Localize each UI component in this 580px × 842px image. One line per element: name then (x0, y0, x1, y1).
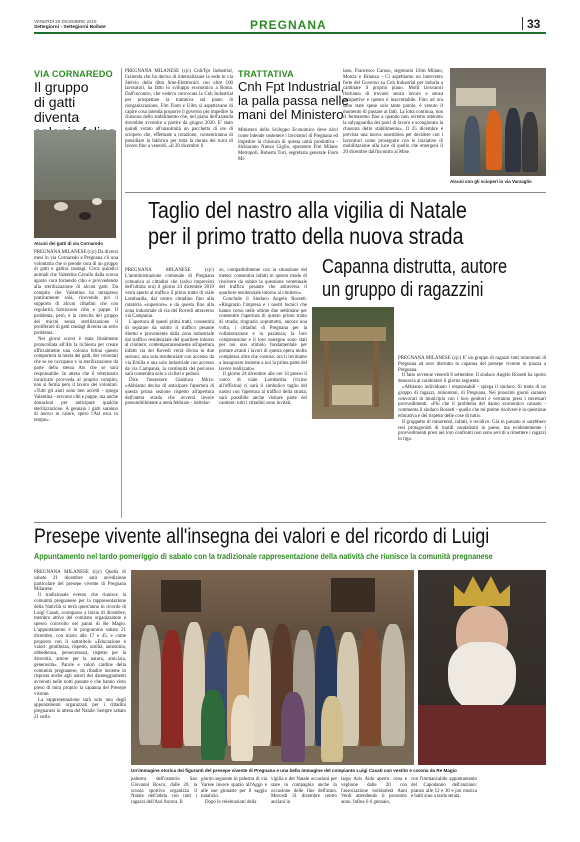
cnh-col2 (343, 69, 443, 156)
presepe-col1 (34, 570, 126, 721)
cnh-photo-figure (522, 112, 538, 172)
presepe-figure (321, 696, 343, 762)
cat-kicker: VIA CORNAREDO (34, 69, 113, 79)
nastro-paragraph: PREGNANA MILANESE (cjc) L'amministrazione comunale di Pregnana comunica ai cittadini che (salvo imprevisti dell'ultima ora) il giorno 24 dicembre 2019 verrà aperto al traffico il primo tratto di viale Lombardia, dal centro cittadino fino alla rotatoria «superiore» e da questa fino alla zona industriale di via dei Rovedi attraverso via Campania. (125, 268, 214, 320)
capanna-headline-line: un gruppo di ragazzini (322, 279, 484, 301)
cat-headline-line: di gatti diventa (34, 94, 80, 125)
presepe-col4 (271, 777, 337, 806)
cat-shape (54, 202, 68, 211)
cnh-body (125, 69, 233, 150)
capanna-body (398, 356, 546, 443)
nastro-paragraph: L'apertura di questi primi tratti, consentirà di separare da subito il traffico pesante diretto e proveniente dalla zona industriale dal traffico residenziale del quartiere intorno al cimitero: contemporaneamente all'apertura infatti via dei Rovedi verrà divisa in due sezioni, una sola residenziale con accesso da via Emilia e una solo industriale con accesso da via Campania, la continuità del percorso sarà consentita solo a ciclisti e pedoni. (125, 320, 214, 378)
presepe-headline: Presepe vivente all'insegna dei valori e del ricordo di Luigi (34, 525, 490, 548)
cat-body (34, 250, 118, 424)
capanna-paragraph: «Abbiamo individuato i responsabili - spiega il sindaco. Si tratta di un gruppo di ragazzi, minorenni, di Pregnana. Nei prossimi giorni saranno convocati in municipio con i loro genitori e verranno presi i necessari provvedimenti. «Più che il problema del danno economico causato - commenta il sindaco Rosseti - quello che mi preme risolvere è la questione educativa e del rispetto delle cose di tutti». (398, 384, 546, 419)
presepe-figure (139, 625, 161, 745)
cat-shape (92, 198, 102, 205)
crown-icon (454, 576, 510, 606)
cat-column-rule (121, 68, 122, 518)
presepe-photo-window (331, 578, 375, 612)
presepe-figure (231, 695, 253, 761)
cnh-headline-line: mani del Ministero (238, 107, 344, 122)
cnh-kicker: TRATTATIVA (238, 69, 294, 79)
presepe-figure (359, 628, 381, 746)
mid-section-rule (34, 522, 546, 523)
cat-paragraph: Nei giorni scorsi è stata finalmente protocollata all'Ats la richiesta per creare ufficialmente una colonia felina questo comporterà la tutela dei gatti, dei volontari che se ne occupano e la sterilizzazione da parte della stessa Ats che se sarà responsabile. In attesa che il veterinario incaricato provveda al proprio compito, non si ferma però il lavoro dei volontari. «Tutti gli aiuti sono ben accetti - spiega Valentina - servono cibi e pappe, ma anche donazioni per anticipare qualche sterilizzazione. A gennaio i gatti saranno di nuovo in calore, spero l'Asl esca in tempo». (34, 336, 118, 424)
nastro-paragraph: Dice l'assessore Gianluca Mirra: «Abbiamo deciso di anticipare l'apertura di questa prima sezione rispetto all'apertura dell'intera strada che avverrà invece presumibilmente a metà febbraio - intitolar- (125, 378, 214, 407)
nastro-paragraph: zo, compatibilmente con la situazione del meteo: consentirà infatti in questo modo di risolvere da subito la questione ventennale del traffico pesante che attraversa il quartiere residenziale intorno al cimitero». (219, 268, 307, 297)
cnh-photo-figure (505, 108, 521, 172)
presepe-col2 (131, 777, 197, 806)
presepe-photo-caption: Un'immagine storica dei figuranti del presepe vivente di Pregnana e una bella immagine del compianto Luigi Casati con vestito e corona da Re Magio (131, 768, 457, 773)
cnh-paragraph: PREGNANA MILANESE (cjc) Cnh/Fpt Industrial, l'azienda che ha deciso di internalizzare la sede in via Stelvio della ditta Sme-Elettronics con oltre 100 lavoratori, ha fatto lo sviluppo economico a Roma. Dall'incontro, che vedeva convocata la Cnh Industrial per prospettare la trattativa sul piano di riorganizzazione, Fim Fiom e Uilm si aspettavano di capire cosa intenda proporre il governo per impedire la chiusura dello stabilimento che, nel piano dell'azienda dovrebbe avvenire a partire da giugno 2020. E' stato quindi votato all'unanimità un pacchetto di ore di sciopero che, effettuate a rotazione, consentiranno di presidiare la fabbrica per tutta la durata dei turni di lavoro fino a venerdì, «Il 20 dicembre il (125, 69, 233, 150)
presepe-paragraph: Il tradizionale evento che riunisce la comunità pregnanese per la rappresentazione della Natività si terrà quest'anno in ricordo di Luigi Casati, scomparso a inizio di dicembre, membro attivo del comitato organizzatore e spesso coinvolto nei panni di Re Magio. L'appuntamento è in programma sabato 21 dicembre, con inizio alle 17 e 45, e come proposto con il sottotitolo «Educazione e valori: gentilezza, rispetto, umiltà, autostima, obbedienza, perseveranza, rispetto per la diversità, amore per la natura, amicizia, generosità». Parole e valori cardine della comunità pregnanese, da ribadire insieme in risposta anche agli autori dei danneggiamenti avvenuti nelle notti passate e che hanno visto preso di mira proprio la capanna del Presepe vivente. (34, 593, 126, 697)
presepe-col3 (201, 777, 267, 806)
cat-paragraph: PREGNANA MILANESE (cjc) Da diversi mesi in via Cornaredo a Pregnana c'è una volontaria che si prende cura di un gruppo di gatti e gattini randagi. Circa quindici animali che Valentina Cavallo dalla scorsa agosto cura fornendo cibo e provvedendo alla sterilizzazione di alcuni gatti. Da compito che Valentina ha intrapreso praticamente sola, ricevendo poi il supporto di alcuni cittadini che con regolarità forniscono cibo e pappe. Il problema, però, è la crescita del gruppo dei micini senza sterilizzazione il proliferare di gatti randagi diventa un serio problema. (34, 250, 118, 337)
capanna-paragraph: Il fatto avvenne venerdì 8 settembre. Il sindaco Angelo Rosseti ha sporto denuncia ai carabinieri il giorno seguente. (398, 373, 546, 385)
cnh-col1 (238, 128, 338, 163)
presepe-figure (381, 624, 405, 746)
cnh-photo-banner (456, 88, 496, 106)
portrait-beard (448, 642, 516, 712)
page-number: 33 (527, 17, 541, 31)
capanna-paragraph: PREGNANA MILANESE (cjc) E' un gruppo di ragazzi tutti minorenni di Pregnana ad aver distrutto la capanna del presepe vivente in piazza a Pregnana. (398, 356, 546, 373)
portrait-robe (418, 705, 546, 765)
presepe-col6 (411, 777, 477, 800)
presepe-paragraph: giorno seguente in palestra di via Varese invece spazio all'Aggo e alle sue ginnaste per il saggio natalizio. (201, 777, 267, 800)
section-title: PREGNANA (250, 18, 327, 32)
cnh-paragraph: lano, Francesco Caruso, segretario Uilm Milano, Monza e Brianza - Ci aspettiamo un intervento forte del Governo su Cnh Industrial per indurla a cambiare il proprio piano. Molti lavoratori rischiano di trovarsi senza lavoro e senza prospettive e questo è inaccettabile. Fino ad ora sono state spese solo tante parole, è venuto il momento di passare ai fatti. La lotta continua, non ci fermeremo fino a quando non avremo ottenuto la salvaguardia dei posti di lavoro e scongiurato la chiusura dello stabilimento». Il 25 dicembre è prevista una nuova assemblea per decidere con i lavoratori come proseguire con le iniziative di mobilitazione alla luce di quello che emergerà il 20 dicembre dall'incontro al Mise. (343, 69, 443, 156)
presepe-paragraph: La rappresentazione sarà solo uno degli appuntamenti organizzati per i cittadini pregnanesi in attesa del Natale. Sempre sabato 21 nella (34, 697, 126, 720)
capanna-photo (312, 307, 394, 419)
nastro-col2 (219, 268, 307, 407)
cnh-headline-line: Cnh Fpt Industrial, (238, 79, 345, 94)
cat-photo-caption: Alcuni dei gatti di via Cornaredo (34, 241, 104, 246)
presepe-paragraph: palestra dell'oratorio San Giovanni Bosco, dalle 20, la scuola sportiva organizza il Natale dell'atleta con tutti i ragazzi dell'Asd Aurora. Il (131, 777, 197, 806)
capanna-headline-line: Capanna distrutta, autore (322, 256, 508, 278)
cnh-photo (450, 68, 546, 176)
presepe-group-photo (131, 570, 414, 765)
capanna-paragraph: Il gruppetto di minorenni, infatti, è recidivo. Già in passato si sarebbero resi protagonisti di inutili vandalismi in paese, ma evidentemente i provvedimenti presi nei loro confronti non sono serviti a rimettere i ragazzi in riga. (398, 419, 546, 443)
cnh-paragraph: Ministero dello Sviluppo Economico deve dirci come intende sostenere i lavoratori di Pregnana ed impedire la chiusura di questa unità produttiva - dichiarano Nunzo Giglio, operatore Fim Milano Metropoli, Roberta Turi, segretaria generale Fiom Mi- (238, 128, 338, 162)
presepe-paragraph: Dopo le celebrazioni della (205, 800, 257, 806)
capanna-photo-debris (332, 385, 372, 405)
presepe-subheadline: Appuntamento nel tardo pomeriggio di sabato con la tradizionale rappresentazione della natività che riunisce la comunità pregnanese (34, 551, 493, 561)
presepe-paragraph: con l'immancabile appuntamento del Capodanno dell'anziano: pranzo alle 12 e 30 e poi musica e balli sino a tarda serata. (411, 777, 477, 800)
page-number-divider (522, 17, 523, 30)
nastro-col1 (125, 268, 214, 407)
presepe-figure (281, 692, 305, 762)
header-rule (34, 32, 546, 34)
header-date: VENERDÌ 20 DICEMBRE 2019 (34, 19, 97, 24)
capanna-photo-post (324, 341, 329, 407)
cnh-photo-caption: Alcuni con gli scioperi in via Varzaglio (450, 179, 532, 184)
capanna-photo-post (374, 341, 379, 407)
capanna-headline (322, 256, 548, 302)
cnh-photo-figure (464, 116, 480, 174)
presepe-figure (201, 690, 225, 760)
cnh-photo-figure (486, 110, 502, 170)
presepe-paragraph: PREGNANA MILANESE (cjc) Quella di sabato 21 dicembre sarà un'edizione particolare del presepe vivente di Pregnana Milanese. (34, 570, 126, 593)
presepe-paragraph: vigilia e del Natale occasioni per stare in compagnia anche in occasione delle fine dell'anno. Mercedì 31 dicembre centro anziani in (271, 777, 337, 806)
presepe-portrait-photo (418, 570, 546, 765)
cat-photo (34, 130, 116, 238)
nastro-paragraph: Conclude il Sindaco Angelo Rosseti: «Ringrazio l'impresa e i nostri tecnici che hanno corso nelle ultime due settimane per consentire l'apertura di questo primo tratto di strada; ringrazio soprattutto, ancora una volta, i cittadini di Pregnana per la collaborazione e la pazienza; la loro comprensione e il loro sostegno sono stati per noi uno stimolo fondamentale per portare avanti i lavori di questa opera molto complessa oltre che costosa: ora li invitiamo a inaugurare insieme a noi la prima parte del lavoro realizzato». (219, 296, 307, 372)
nastro-headline-line: per il primo tratto della nuova strada (148, 223, 464, 249)
presepe-paragraph: largo Avis Aido aperto: cena e veglione dalle 20 con l'associazione Solidarietà Anni Verdi attendendo il prossimo anno. Infine il 6 gennaio, (341, 777, 407, 806)
cat-photo-ground (34, 200, 116, 238)
header-paper: Settegiorni - Settegiorni Bollate (34, 25, 106, 30)
capanna-photo-roof (320, 327, 386, 341)
top-section-rule (125, 192, 546, 193)
nastro-headline (148, 197, 548, 249)
presepe-col5 (341, 777, 407, 806)
cat-headline-line: Il gruppo (34, 79, 89, 95)
presepe-figure (161, 630, 183, 748)
cnh-headline-line: la palla passa nelle (238, 93, 349, 108)
presepe-photo-window (161, 580, 201, 612)
nastro-paragraph: Il giorno 24 dicembre alle ore 14 presso il varco di viale Lombardia (vicino all'officina) ci sarà il simbolico taglio del nastro con l'apertura al traffico della strada; sarà possibile anche visitare parte del cantiere: tutti i cittadini sono invitati. (219, 372, 307, 407)
cat-shape (79, 212, 91, 220)
nastro-headline-line: Taglio del nastro alla vigilia di Natale (148, 197, 467, 223)
